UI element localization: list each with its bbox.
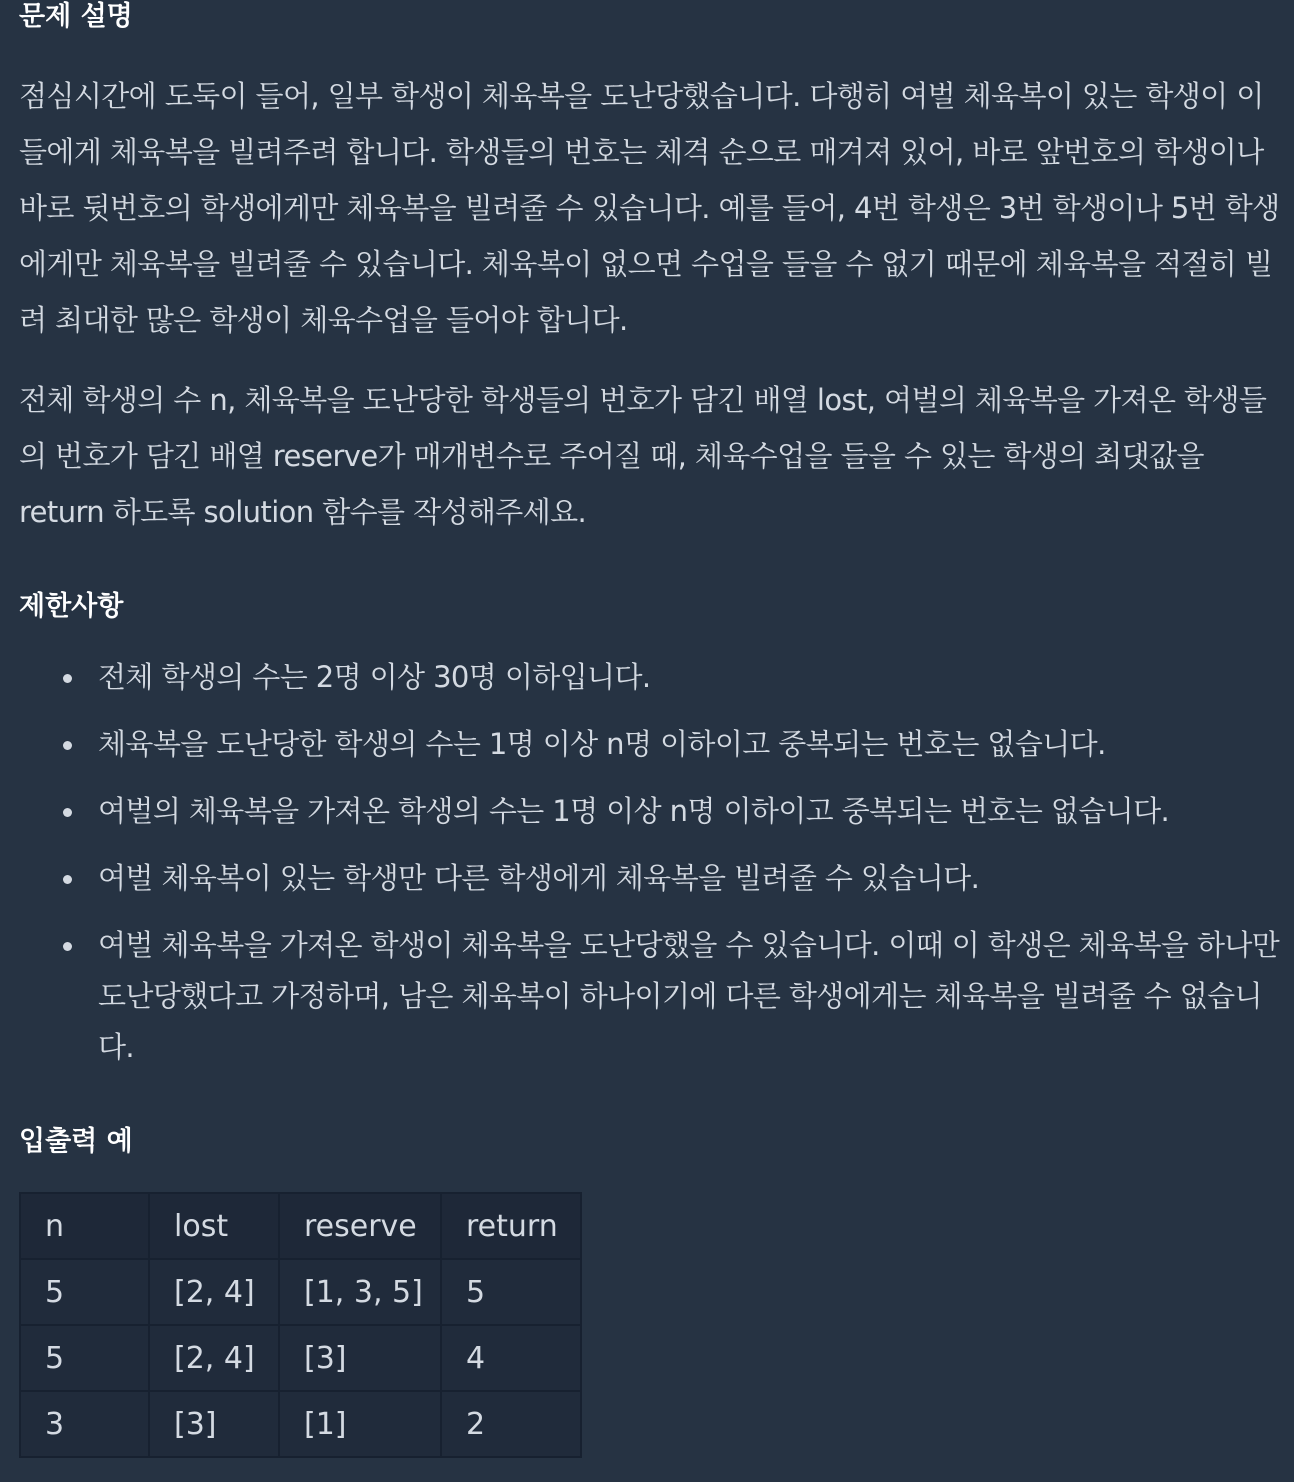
column-header-reserve: reserve [279, 1193, 441, 1259]
constraint-item [19, 652, 1281, 703]
column-header-return: return [441, 1193, 581, 1259]
table-cell: 4 [441, 1325, 581, 1391]
constraint-item [19, 786, 1281, 837]
constraint-text: 여벌 체육복을 가져온 학생이 체육복을 도난당했을 수 있습니다. 이때 이 학생은 체육복을 하나만 도난당했다고 가정하며, 남은 체육복이 하나이기에 다른 학생에게는 체육복을 빌려줄 수 없습니다. [98, 928, 1280, 1064]
column-header-lost: lost [149, 1193, 279, 1259]
table-header-row [20, 1193, 581, 1259]
constraint-text: 여벌의 체육복을 가져온 학생의 수는 1명 이상 n명 이하이고 중복되는 번호는 없습니다. [98, 794, 1170, 828]
table-cell: 5 [441, 1259, 581, 1325]
table-cell: [3] [149, 1391, 279, 1457]
table-row [20, 1391, 581, 1457]
bullet-icon [63, 942, 72, 951]
description-heading: 문제 설명 [19, 1, 133, 32]
bullet-icon [63, 674, 72, 683]
table-cell: 5 [20, 1259, 149, 1325]
table-cell: [2, 4] [149, 1259, 279, 1325]
description-paragraph: 전체 학생의 수 n, 체육복을 도난당한 학생들의 번호가 담긴 배열 lost, 여벌의 체육복을 가져온 학생들의 번호가 담긴 배열 reserve가 매개변수로 주어질 때, 체육수업을 들을 수 있는 학생의 최댓값을 return 하도록 solution 함수를 작성해주세요. [19, 383, 1267, 529]
table-cell: 3 [20, 1391, 149, 1457]
examples-table [19, 1192, 582, 1458]
constraint-item [19, 920, 1281, 1073]
examples-heading: 입출력 예 [19, 1126, 133, 1157]
table-cell: [1, 3, 5] [279, 1259, 441, 1325]
constraints-heading: 제한사항 [19, 591, 124, 622]
constraint-text: 여벌 체육복이 있는 학생만 다른 학생에게 체육복을 빌려줄 수 있습니다. [98, 861, 980, 895]
constraint-item [19, 853, 1281, 904]
table-cell: [2, 4] [149, 1325, 279, 1391]
table-row [20, 1325, 581, 1391]
constraint-item [19, 719, 1281, 770]
constraints-list [19, 652, 1281, 1089]
constraint-text: 전체 학생의 수는 2명 이상 30명 이하입니다. [98, 660, 651, 694]
bullet-icon [63, 741, 72, 750]
table-cell: [1] [279, 1391, 441, 1457]
table-cell: 2 [441, 1391, 581, 1457]
bullet-icon [63, 875, 72, 884]
table-row [20, 1259, 581, 1325]
bullet-icon [63, 808, 72, 817]
table-cell: [3] [279, 1325, 441, 1391]
description-paragraph: 점심시간에 도둑이 들어, 일부 학생이 체육복을 도난당했습니다. 다행히 여벌 체육복이 있는 학생이 이들에게 체육복을 빌려주려 합니다. 학생들의 번호는 체격 순으로 매겨져 있어, 바로 앞번호의 학생이나 바로 뒷번호의 학생에게만 체육복을 빌려줄 수 있습니다. 예를 들어, 4번 학생은 3번 학생이나 5번 학생에게만 체육복을 빌려줄 수 있습니다. 체육복이 없으면 수업을 들을 수 없기 때문에 체육복을 적절히 빌려 최대한 많은 학생이 체육수업을 들어야 합니다. [19, 79, 1280, 337]
constraint-text: 체육복을 도난당한 학생의 수는 1명 이상 n명 이하이고 중복되는 번호는 없습니다. [98, 727, 1106, 761]
table-cell: 5 [20, 1325, 149, 1391]
column-header-n: n [20, 1193, 149, 1259]
